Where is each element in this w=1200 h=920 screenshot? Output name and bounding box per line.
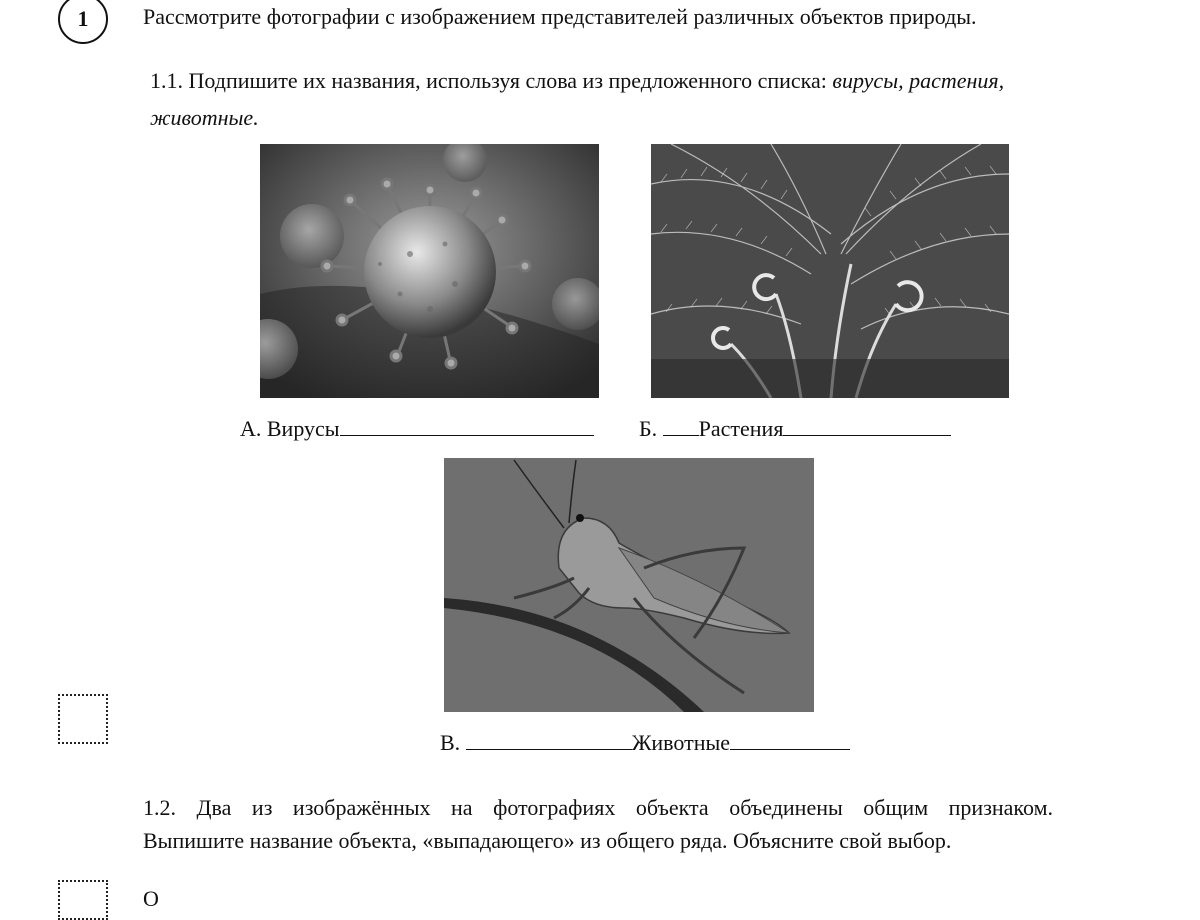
score-box-1-2[interactable] [58,880,108,920]
question-1-1-prefix: 1.1. Подпишите их названия, используя слова из предложенного списка: [150,68,827,93]
caption-c-answer: Животные [631,730,731,755]
question-1-2-line1: 1.2. Два из изображённых на фотографиях объекта объединены общим признаком. [143,795,1053,820]
question-1-1-words-b: животные [150,105,254,130]
question-1-1-line2: животные. [150,105,259,130]
grasshopper-illustration [444,458,814,712]
caption-b-letter: Б. [639,416,658,441]
task-number: 1 [77,6,89,31]
task-title: Рассмотрите фотографии с изображением представителей различных объектов природы. [143,4,977,29]
question-1-1-line1 [150,68,1004,94]
question-1-1-words-a: вирусы, растения, [832,68,1005,93]
fern-illustration [651,144,1009,398]
caption-a-text: А. Вирусы [240,416,340,441]
score-box-1-1[interactable] [58,694,108,744]
answer-1-2-partial: О [143,886,159,911]
virus-illustration [260,144,599,398]
answer-line-a[interactable] [340,417,594,436]
answer-line-c-left[interactable] [466,731,632,750]
photo-grasshopper [444,458,814,712]
task-number-badge [58,0,108,44]
caption-c [440,730,850,756]
question-1-2-line2: Выпишите название объекта, «выпадающего» из общего ряда. Объясните свой выбор. [143,828,952,853]
answer-line-b-right[interactable] [783,417,951,436]
caption-b-answer: Растения [698,416,784,441]
answer-line-c-right[interactable] [730,731,850,750]
caption-b [639,416,951,442]
photo-fern [651,144,1009,398]
caption-a [240,416,594,442]
answer-line-b-left[interactable] [663,417,699,436]
photo-virus [260,144,599,398]
caption-c-letter: В. [440,730,461,755]
